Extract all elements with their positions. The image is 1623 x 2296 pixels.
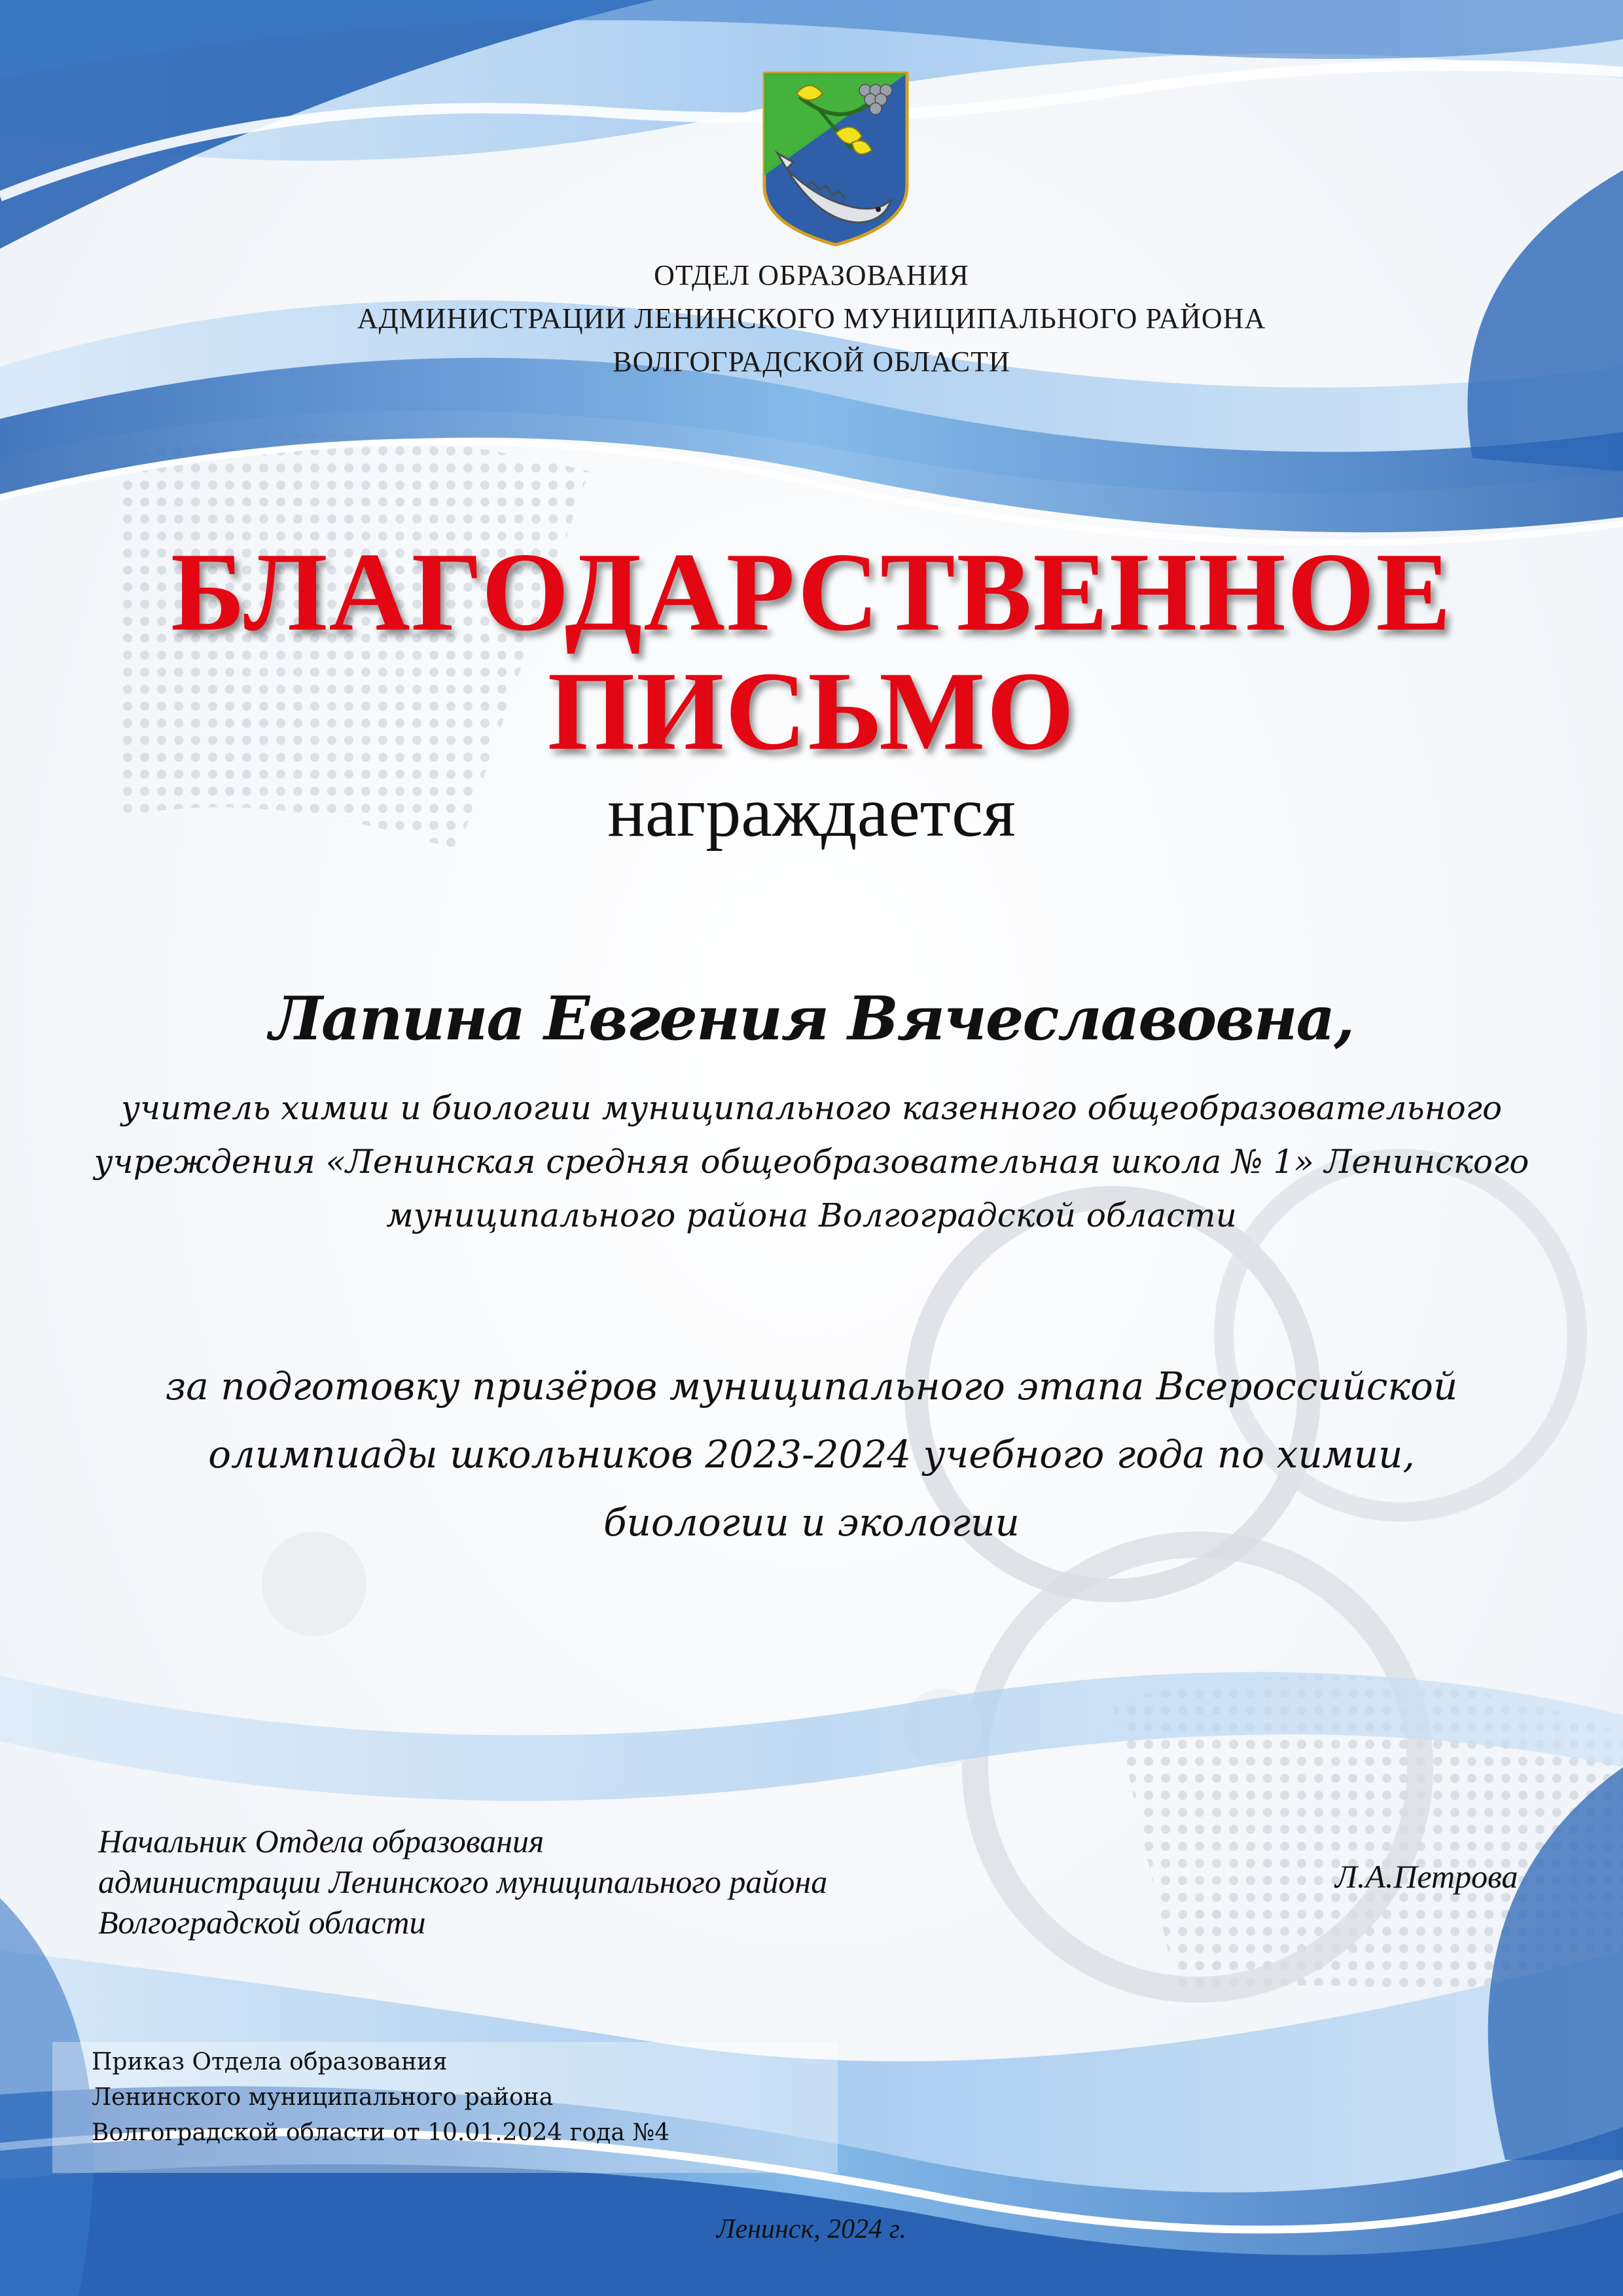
recipient-position-line-1: учитель химии и биологии муниципального казенного общеобразовательного [120,1089,1503,1127]
place-date: Ленинск, 2024 г. [717,2214,906,2244]
title-line-2: ПИСЬМО [547,649,1076,774]
header-line-3: ВОЛГОГРАДСКОЙ ОБЛАСТИ [613,346,1010,378]
awarded-text: награждается [607,774,1016,852]
signer-title-line-2: администрации Ленинского муниципального района [98,1863,828,1900]
coat-of-arms-icon [760,71,911,247]
order-line-2: Ленинского муниципального района [92,2084,554,2111]
header-line-1: ОТДЕЛ ОБРАЗОВАНИЯ [654,259,969,291]
header-line-2: АДМИНИСТРАЦИИ ЛЕНИНСКОГО МУНИЦИПАЛЬНОГО РАЙОНА [357,302,1266,334]
recipient-name: Лапина Евгения Вячеславовна, [269,983,1354,1054]
title-line-1: БЛАГОДАРСТВЕННОЕ [170,530,1453,655]
order-line-3: Волгоградской области от 10.01.2024 года №4 [92,2119,670,2146]
reason-line-1: за подготовку призёров муниципального этапа Всероссийской [165,1364,1458,1408]
signer-title-line-3: Волгоградской области [98,1904,426,1941]
order-line-1: Приказ Отдела образования [92,2049,448,2075]
signer-title-line-1: Начальник Отдела образования [98,1823,544,1859]
recipient-position-line-3: муниципального района Волгоградской области [386,1196,1237,1234]
reason-line-3: биологии и экологии [603,1500,1020,1545]
recipient-position-line-2: учреждения «Ленинская средняя общеобразовательная школа № 1» Ленинского [94,1143,1529,1181]
reason-line-2: олимпиады школьников 2023-2024 учебного года по химии, [208,1432,1415,1477]
signer-name: Л.А.Петрова [1335,1858,1518,1895]
